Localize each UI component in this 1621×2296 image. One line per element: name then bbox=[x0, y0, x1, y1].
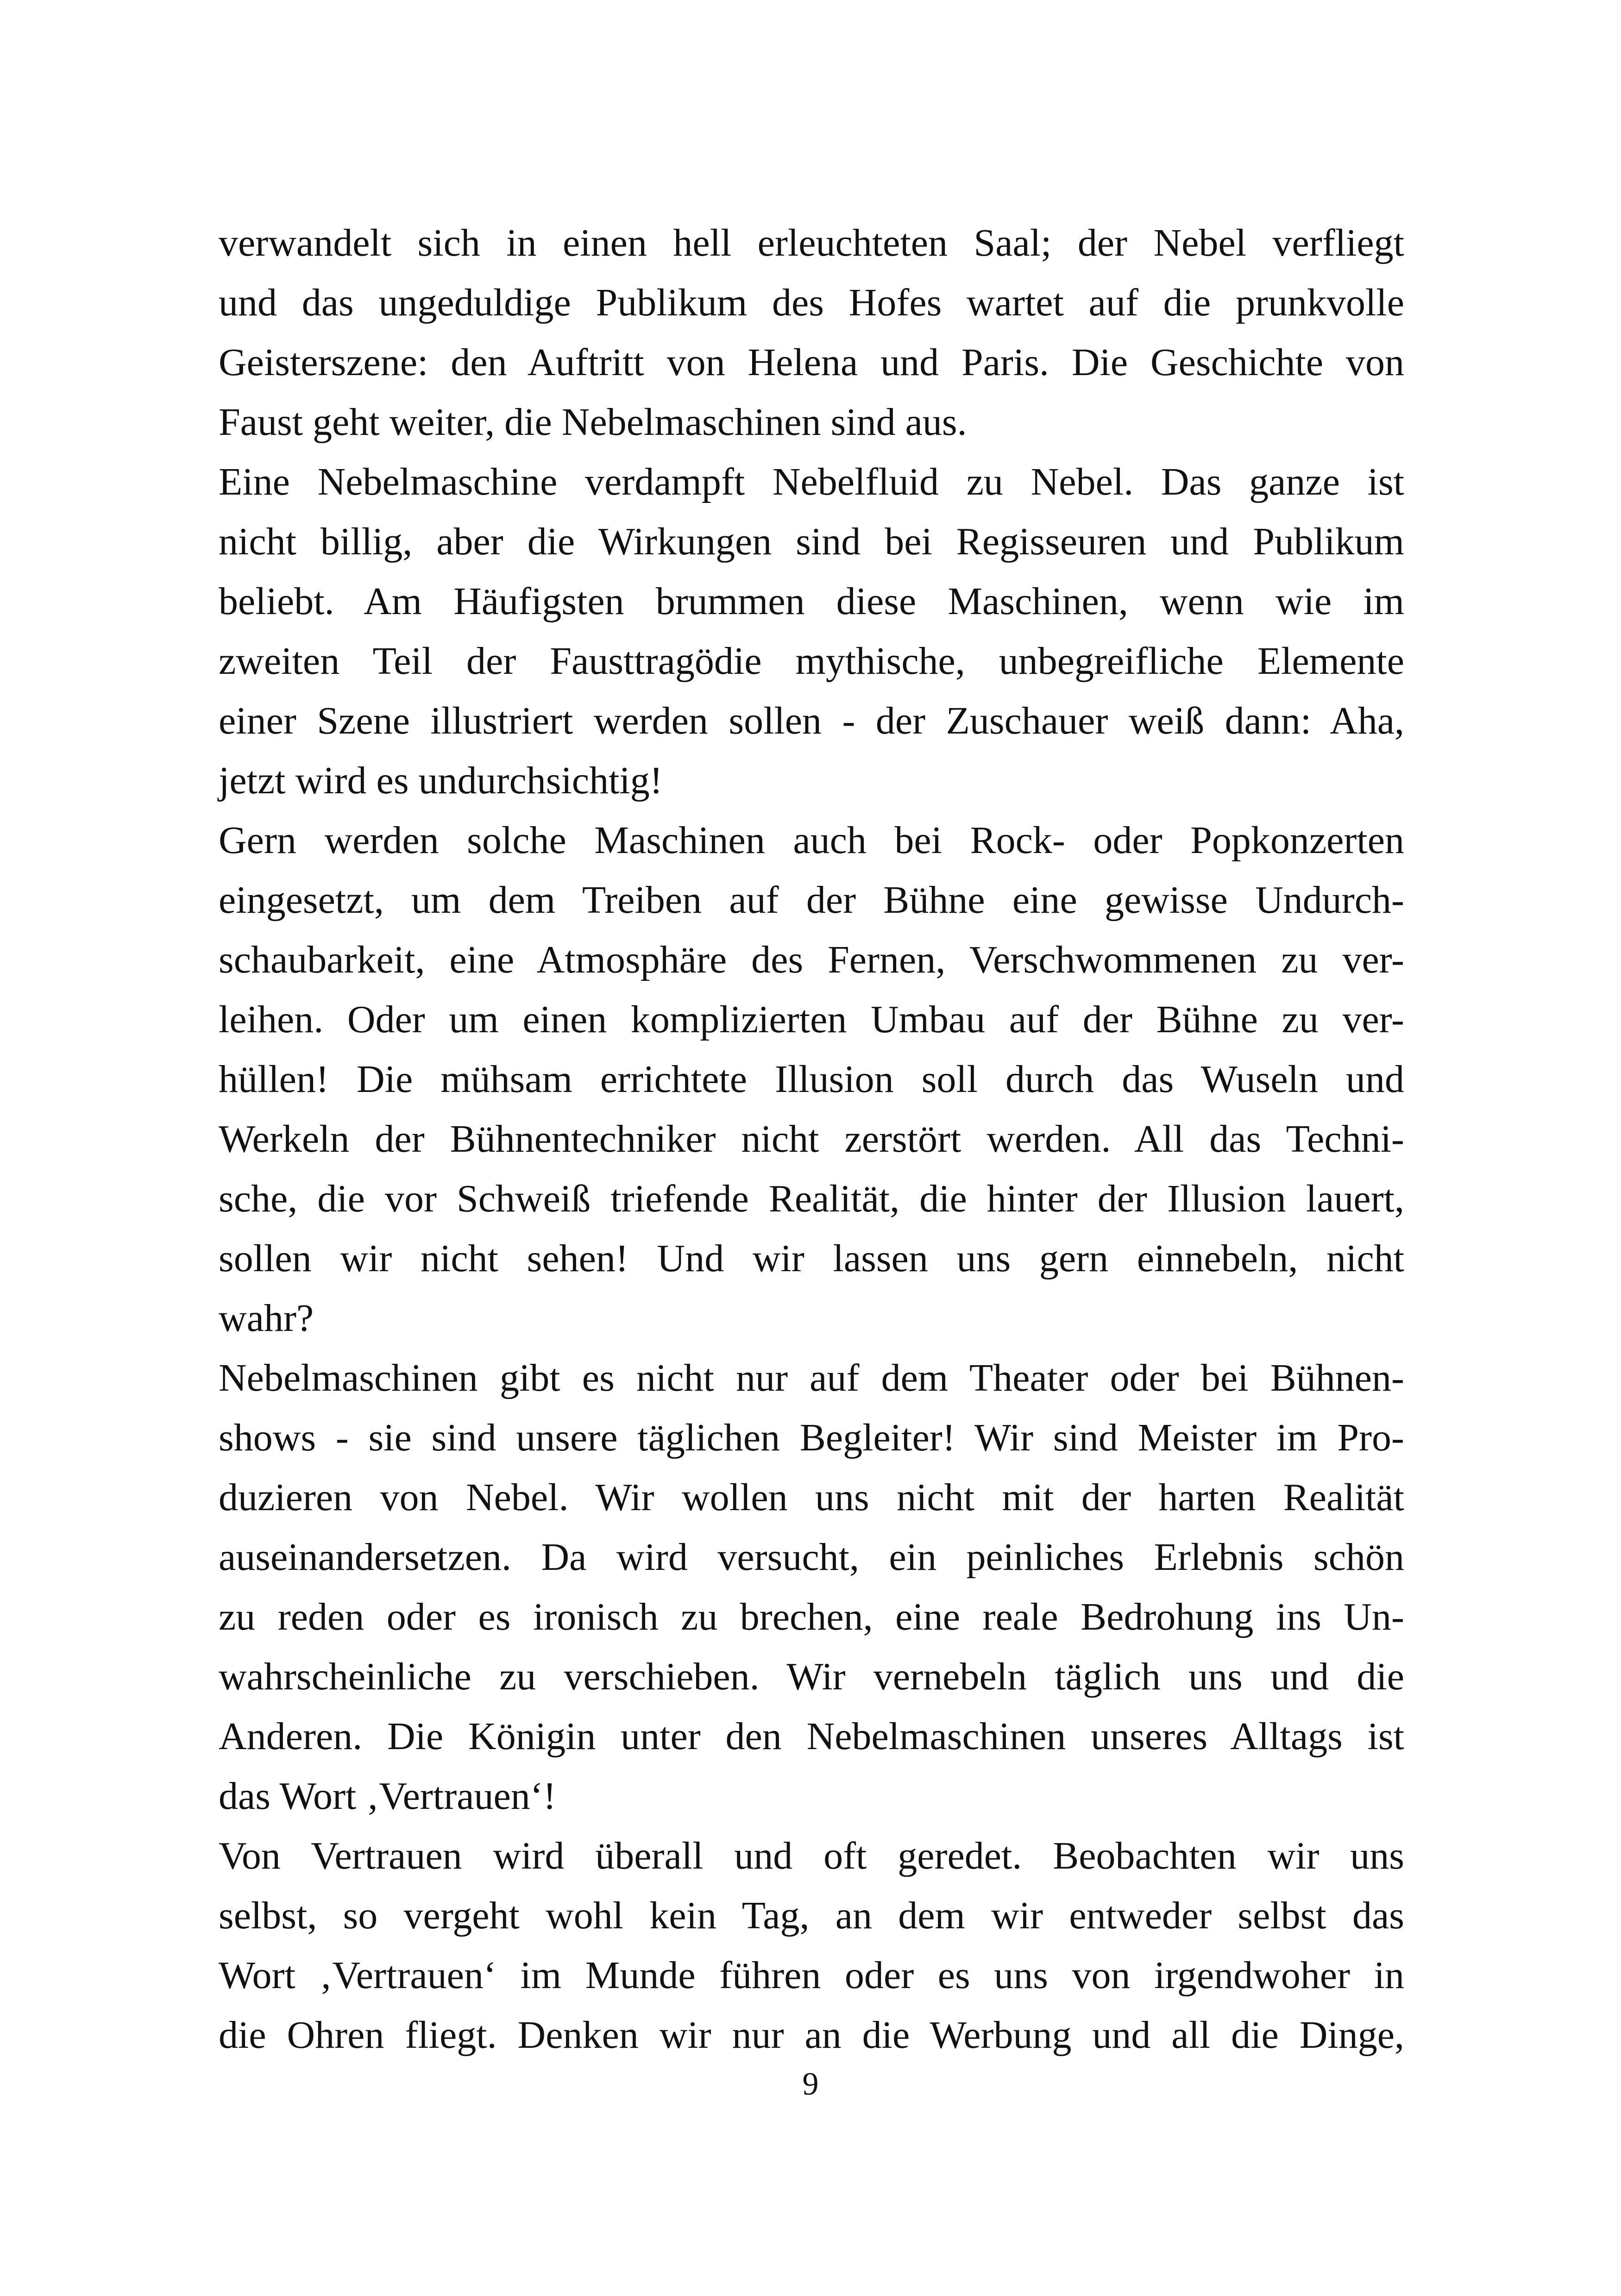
text-line: beliebt. Am Häufigsten brummen diese Maschinen, wenn wie im bbox=[219, 580, 1404, 623]
text-line: shows - sie sind unsere täglichen Begleiter! Wir sind Meister im Pro- bbox=[219, 1416, 1404, 1459]
page-number: 9 bbox=[802, 2066, 819, 2102]
text-line: leihen. Oder um einen komplizierten Umbau auf der Bühne zu ver- bbox=[219, 998, 1404, 1041]
text-line: nicht billig, aber die Wirkungen sind bei Regisseuren und Publikum bbox=[219, 520, 1404, 563]
text-line: schaubarkeit, eine Atmosphäre des Fernen, Verschwommenen zu ver- bbox=[219, 938, 1404, 981]
text-line: jetzt wird es undurchsichtig! bbox=[219, 759, 663, 802]
text-line: sche, die vor Schweiß triefende Realität, die hinter der Illusion lauert, bbox=[219, 1177, 1404, 1220]
text-line: duzieren von Nebel. Wir wollen uns nicht mit der harten Realität bbox=[219, 1476, 1404, 1519]
text-line: hüllen! Die mühsam errichtete Illusion soll durch das Wuseln und bbox=[219, 1058, 1404, 1101]
text-line: selbst, so vergeht wohl kein Tag, an dem wir entweder selbst das bbox=[219, 1894, 1404, 1937]
text-line: eingesetzt, um dem Treiben auf der Bühne eine gewisse Undurch- bbox=[219, 878, 1404, 922]
text-line: sollen wir nicht sehen! Und wir lassen uns gern einnebeln, nicht bbox=[219, 1237, 1404, 1280]
text-line: zu reden oder es ironisch zu brechen, eine reale Bedrohung ins Un- bbox=[219, 1595, 1404, 1638]
text-line: auseinandersetzen. Da wird versucht, ein peinliches Erlebnis schön bbox=[219, 1536, 1404, 1579]
text-line: und das ungeduldige Publikum des Hofes wartet auf die prunkvolle bbox=[219, 281, 1404, 324]
text-line: Wort ‚Vertrauen‘ im Munde führen oder es uns von irgendwoher in bbox=[219, 1954, 1404, 1997]
text-line: das Wort ‚Vertrauen‘! bbox=[219, 1775, 556, 1818]
text-line: die Ohren fliegt. Denken wir nur an die Werbung und all die Dinge, bbox=[219, 2014, 1404, 2057]
text-line: einer Szene illustriert werden sollen - der Zuschauer weiß dann: Aha, bbox=[219, 699, 1404, 742]
text-line: zweiten Teil der Fausttragödie mythische, unbegreifliche Elemente bbox=[219, 640, 1404, 683]
text-line: Faust geht weiter, die Nebelmaschinen sind aus. bbox=[219, 401, 967, 444]
text-line: Geisterszene: den Auftritt von Helena und Paris. Die Geschichte von bbox=[219, 341, 1404, 384]
text-line: Von Vertrauen wird überall und oft geredet. Beobachten wir uns bbox=[219, 1834, 1404, 1877]
text-line: Werkeln der Bühnentechniker nicht zerstört werden. All das Techni- bbox=[219, 1117, 1404, 1161]
text-line: verwandelt sich in einen hell erleuchteten Saal; der Nebel verfliegt bbox=[219, 221, 1404, 264]
text-line: Nebelmaschinen gibt es nicht nur auf dem Theater oder bei Bühnen- bbox=[219, 1356, 1404, 1399]
text-line: Eine Nebelmaschine verdampft Nebelfluid zu Nebel. Das ganze ist bbox=[219, 460, 1404, 503]
text-line: Anderen. Die Königin unter den Nebelmaschinen unseres Alltags ist bbox=[219, 1715, 1404, 1758]
body-text bbox=[219, 213, 1404, 2065]
text-line: wahrscheinliche zu verschieben. Wir vernebeln täglich uns und die bbox=[219, 1655, 1404, 1698]
text-line: Gern werden solche Maschinen auch bei Rock- oder Popkonzerten bbox=[219, 819, 1404, 862]
text-line: wahr? bbox=[219, 1297, 314, 1340]
